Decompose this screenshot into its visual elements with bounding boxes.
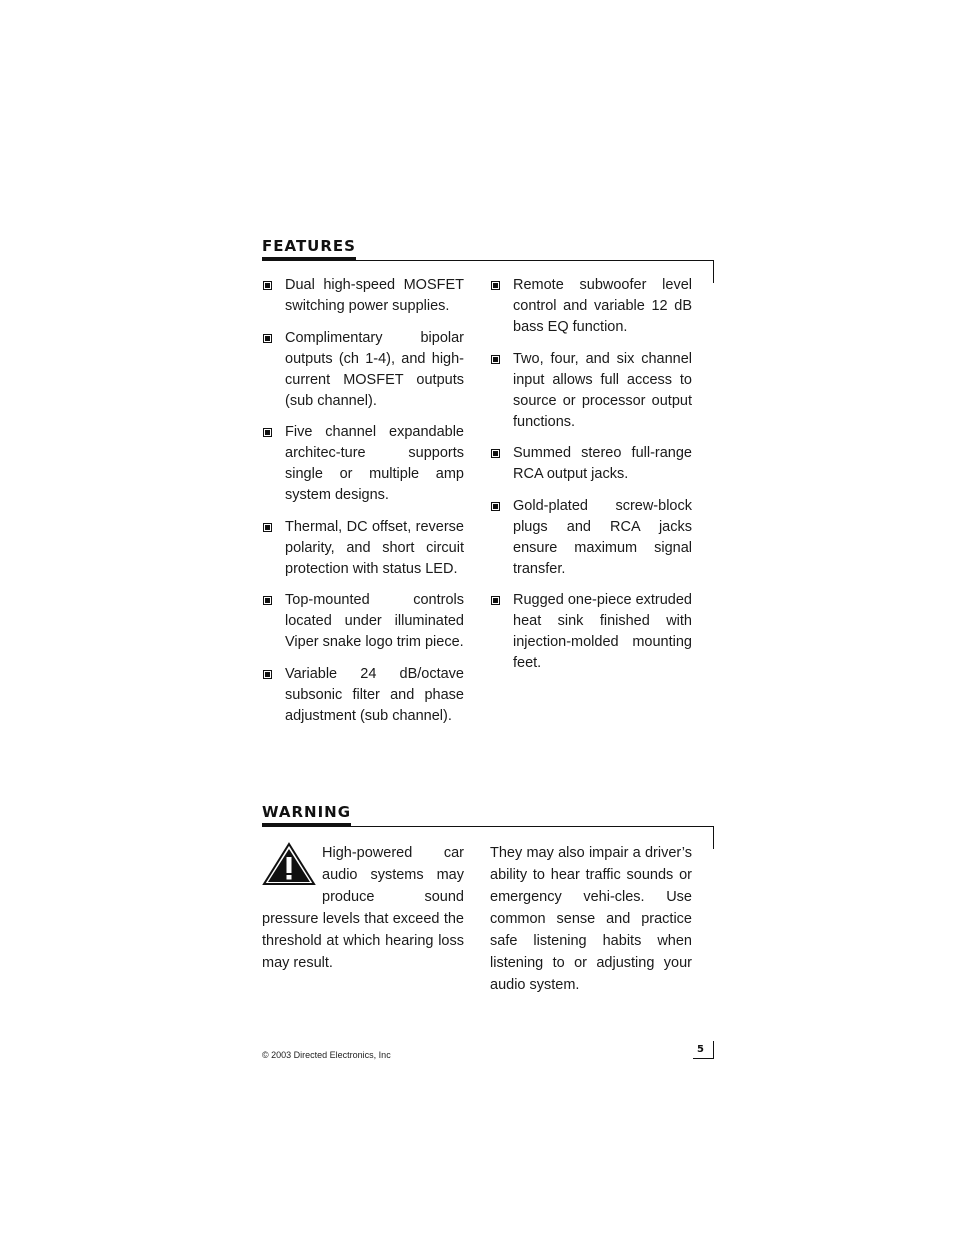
feature-item: Dual high-speed MOSFET switching power supplies. [262,275,464,317]
square-bullet-icon [491,502,500,511]
warning-left-column [262,842,464,974]
copyright-text: © 2003 Directed Electronics, Inc [262,1050,391,1060]
warning-triangle-icon [262,842,316,888]
features-heading: FEATURES [262,237,356,261]
warning-rule-tick [713,826,714,849]
warning-rule [262,826,714,827]
features-rule [262,260,714,261]
square-bullet-icon [491,449,500,458]
square-bullet-icon [263,281,272,290]
square-bullet-icon [263,428,272,437]
page-number-tick [713,1041,714,1059]
feature-item: Variable 24 dB/octave subsonic filter and phase adjustment (sub channel). [262,664,464,727]
square-bullet-icon [263,670,272,679]
features-left-column [262,275,464,737]
warning-right-column [490,842,692,996]
features-rule-tick [713,260,714,283]
feature-item: Top-mounted controls located under illuminated Viper snake logo trim piece. [262,590,464,653]
feature-item: Complimentary bipolar outputs (ch 1-4), and high-current MOSFET outputs (sub channel). [262,328,464,412]
warning-right-text: They may also impair a driver’s ability to hear traffic sounds or emergency vehi-cles. Use common sense and practice safe listening habits when listening to or adjusting your audio system. [490,845,692,993]
warning-heading: WARNING [262,803,351,827]
page-number-rule [693,1058,714,1059]
warning-left-text: High-powered car audio systems may produce sound pressure levels that exceed the threshold at which hearing loss may result. [262,845,464,971]
square-bullet-icon [263,523,272,532]
square-bullet-icon [491,355,500,364]
square-bullet-icon [491,281,500,290]
feature-item: Five channel expandable architec-ture supports single or multiple amp system designs. [262,422,464,506]
square-bullet-icon [263,334,272,343]
square-bullet-icon [263,596,272,605]
feature-item: Thermal, DC offset, reverse polarity, and short circuit protection with status LED. [262,517,464,580]
feature-item: Two, four, and six channel input allows full access to source or processor output functions. [490,349,692,433]
feature-item: Rugged one-piece extruded heat sink finished with injection-molded mounting feet. [490,590,692,674]
feature-item: Summed stereo full-range RCA output jacks. [490,443,692,485]
feature-item: Gold-plated screw-block plugs and RCA jacks ensure maximum signal transfer. [490,496,692,580]
square-bullet-icon [491,596,500,605]
page-number: 5 [697,1044,704,1055]
features-right-column [490,275,692,685]
feature-item: Remote subwoofer level control and variable 12 dB bass EQ function. [490,275,692,338]
